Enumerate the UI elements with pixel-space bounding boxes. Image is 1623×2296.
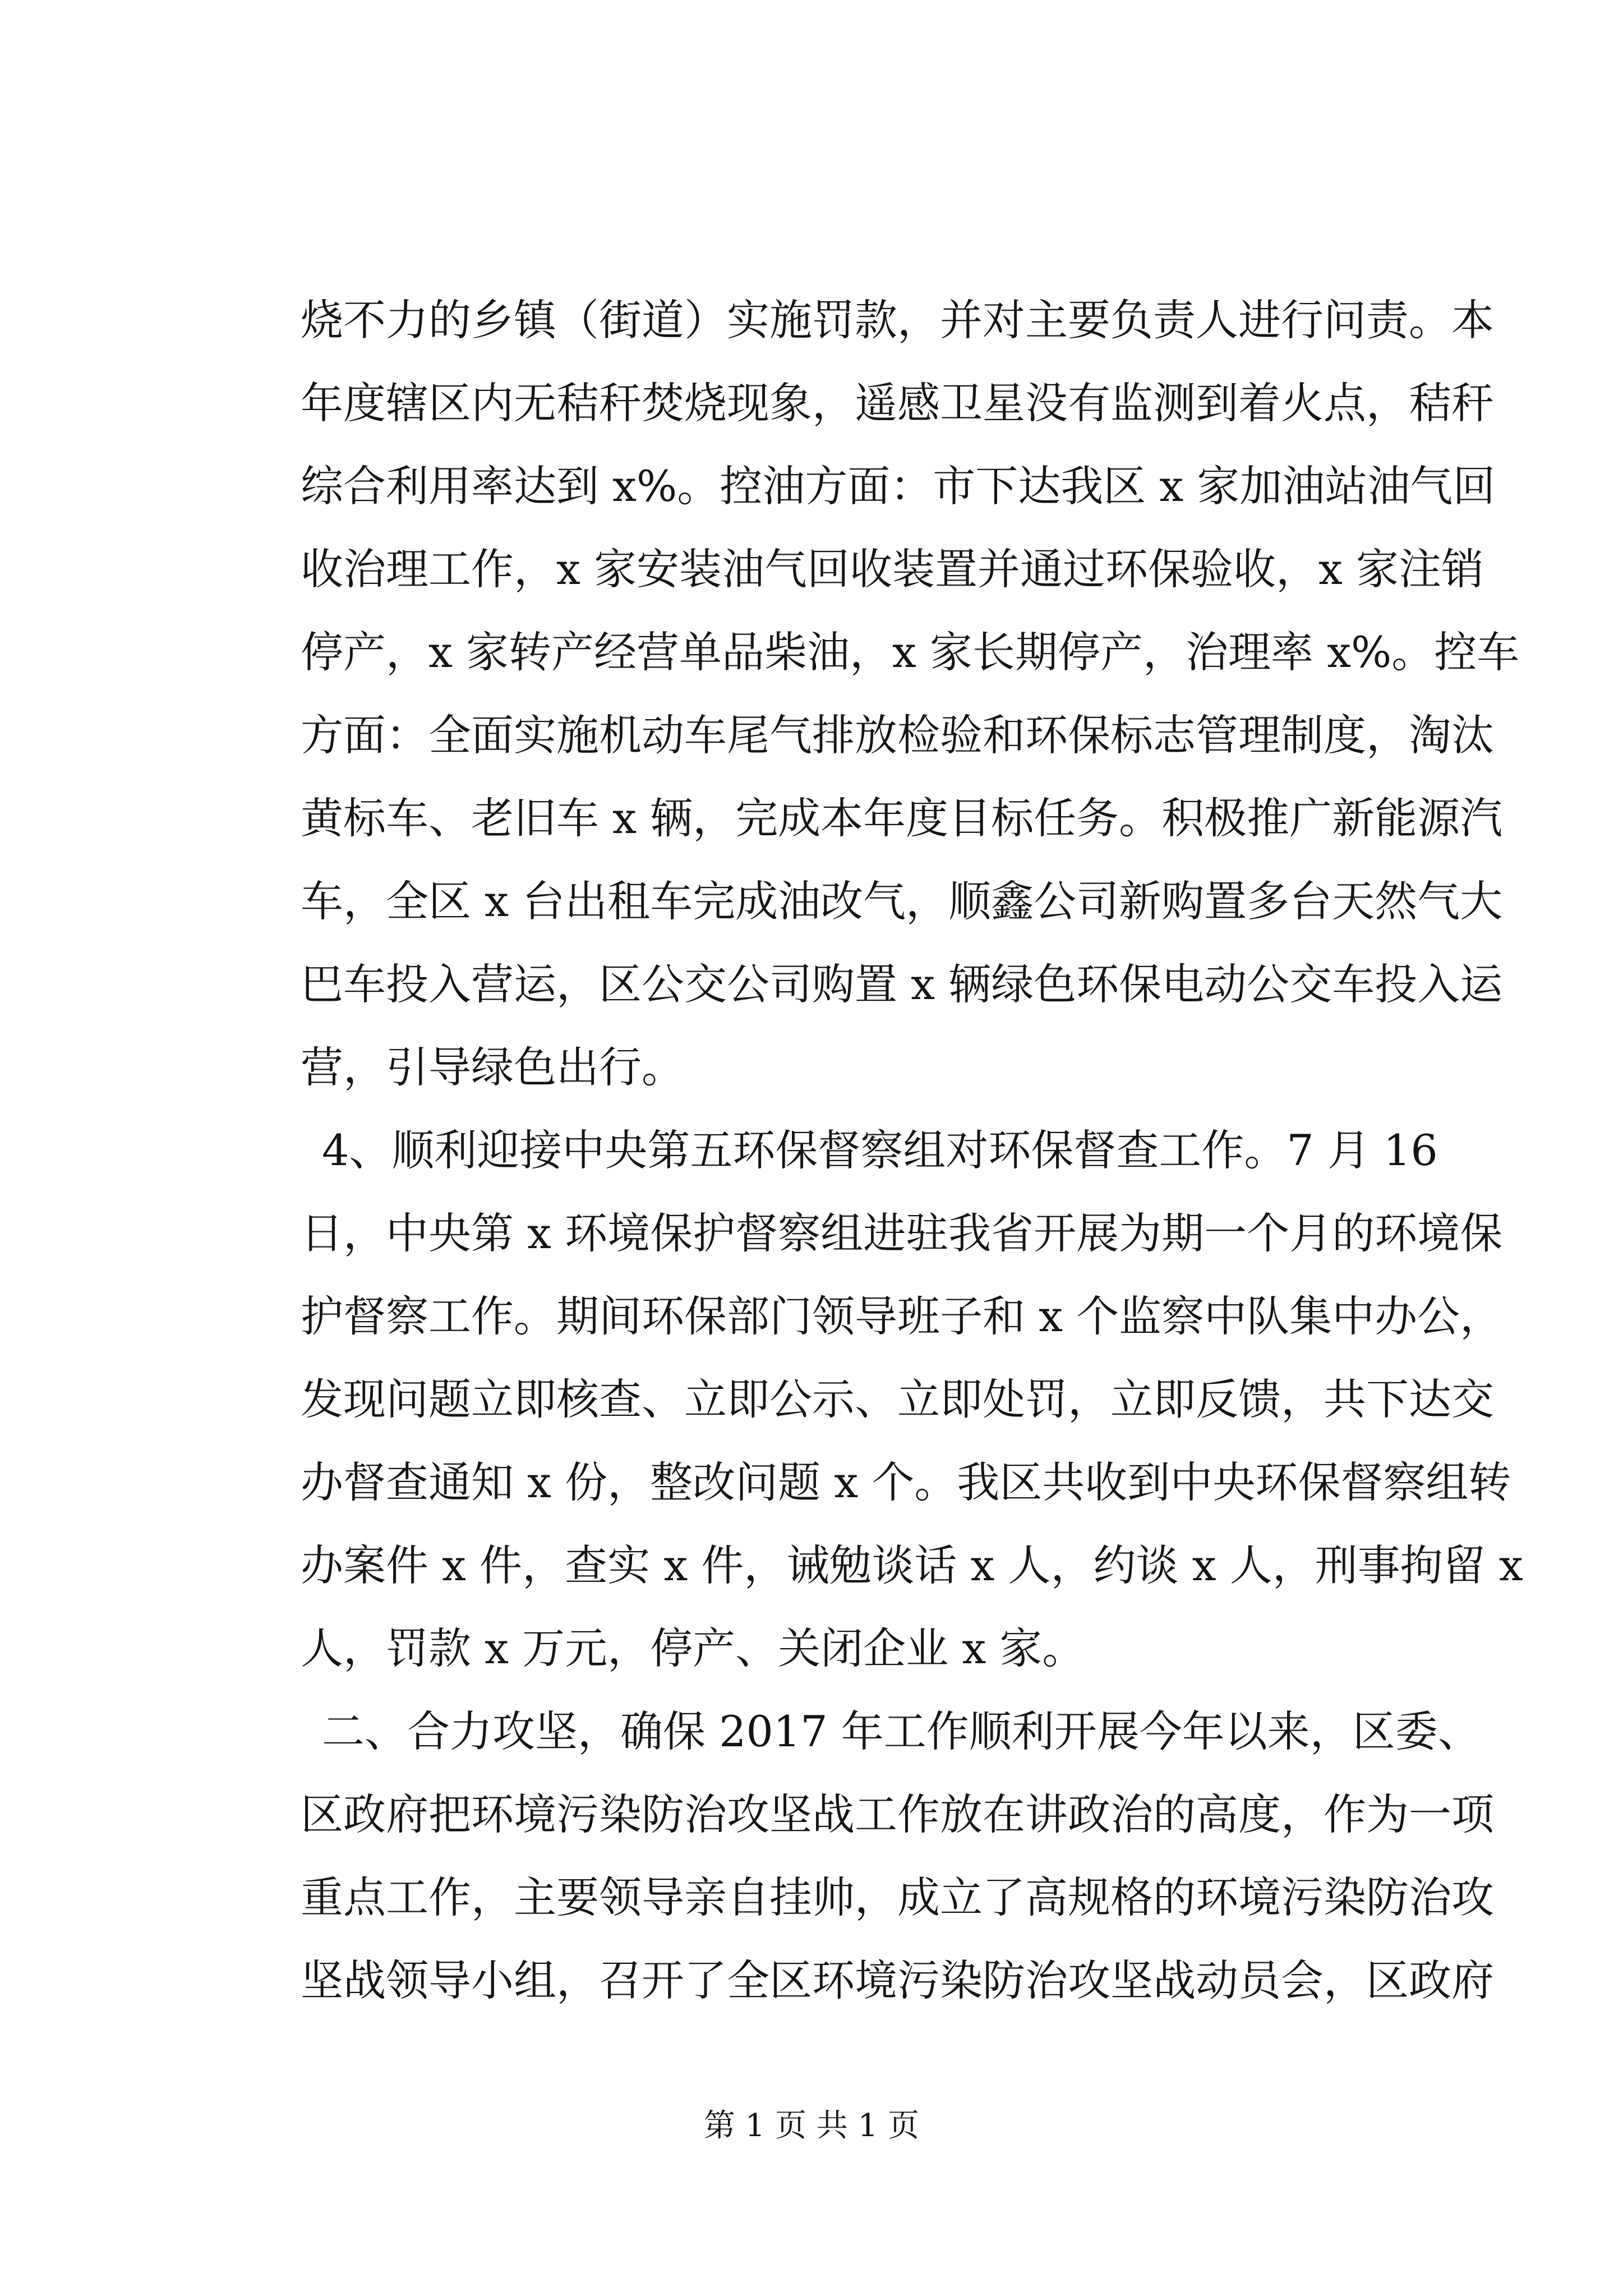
body-text-line: 坚战领导小组，召开了全区环境污染防治攻坚战动员会，区政府 <box>301 1955 1494 2005</box>
body-text-line: 人，罚款 x 万元，停产、关闭企业 x 家。 <box>301 1623 1085 1673</box>
body-text-line: 年度辖区内无秸秆焚烧现象，遥感卫星没有监测到着火点，秸秆 <box>301 378 1494 428</box>
body-text-line: 方面：全面实施机动车尾气排放检验和环保标志管理制度，淘汰 <box>301 710 1494 760</box>
body-text-line: 烧不力的乡镇（街道）实施罚款，并对主要负责人进行问责。本 <box>301 295 1494 345</box>
body-text-line: 护督察工作。期间环保部门领导班子和 x 个监察中队集中办公， <box>301 1291 1503 1341</box>
body-text-line: 黄标车、老旧车 x 辆，完成本年度目标任务。积极推广新能源汽 <box>301 793 1503 843</box>
section-heading-line: 二、合力攻坚，确保 2017 年工作顺利开展今年以来，区委、 <box>322 1706 1481 1756</box>
body-text-line: 停产，x 家转产经营单品柴油，x 家长期停产，治理率 x%。控车 <box>301 627 1520 677</box>
page-number-footer: 第 1 页 共 1 页 <box>703 2108 920 2144</box>
body-text-line: 办督查通知 x 份，整改问题 x 个。我区共收到中央环保督察组转 <box>301 1457 1511 1507</box>
body-text-line: 重点工作，主要领导亲自挂帅，成立了高规格的环境污染防治攻 <box>301 1872 1494 1922</box>
body-text-line: 收治理工作，x 家安装油气回收装置并通过环保验收，x 家注销 <box>301 544 1484 594</box>
body-text-line: 办案件 x 件，查实 x 件，诫勉谈话 x 人，约谈 x 人，刑事拘留 x <box>301 1540 1523 1590</box>
body-text-line: 日，中央第 x 环境保护督察组进驻我省开展为期一个月的环境保 <box>301 1208 1503 1258</box>
paragraph-first-line: 4、顺利迎接中央第五环保督察组对环保督查工作。7 月 16 <box>322 1125 1438 1175</box>
body-text-line: 发现问题立即核查、立即公示、立即处罚，立即反馈，共下达交 <box>301 1374 1494 1424</box>
body-text-line: 综合利用率达到 x%。控油方面：市下达我区 x 家加油站油气回 <box>301 461 1496 511</box>
body-text-line: 区政府把环境污染防治攻坚战工作放在讲政治的高度，作为一项 <box>301 1789 1494 1839</box>
body-text-line: 巴车投入营运，区公交公司购置 x 辆绿色环保电动公交车投入运 <box>301 959 1503 1009</box>
body-text-line: 车，全区 x 台出租车完成油改气，顺鑫公司新购置多台天然气大 <box>301 876 1503 926</box>
body-text-line: 营，引导绿色出行。 <box>301 1042 684 1092</box>
